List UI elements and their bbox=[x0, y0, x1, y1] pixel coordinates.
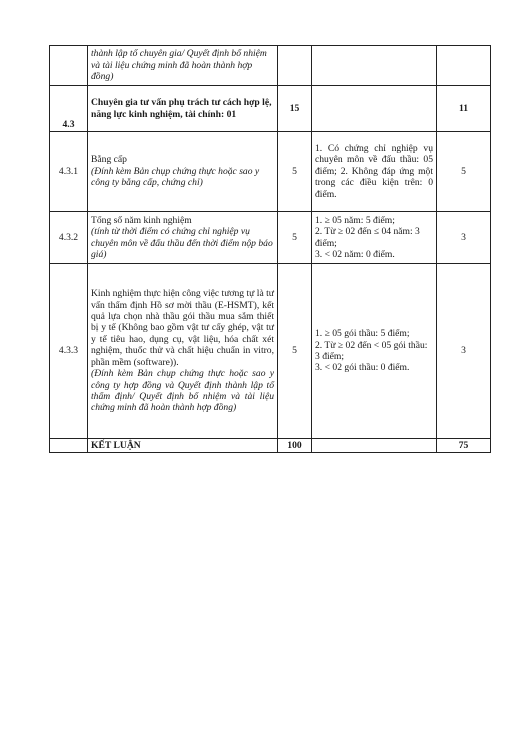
criteria-note: (Đính kèm Bản chụp chứng thực hoặc sao y công ty hợp đồng và Quyết định thành lập tổ thẩm định/ Quyết định bổ nhiệm và tài liệu chứng minh đã hoàn thành hợp đồng) bbox=[91, 368, 274, 414]
scoring-rule-line: 3. < 02 năm: 0 điểm. bbox=[315, 248, 395, 260]
criteria-title: Bằng cấp bbox=[91, 154, 127, 166]
max-score: 5 bbox=[278, 132, 312, 212]
evaluation-table bbox=[49, 45, 491, 453]
awarded-score: 11 bbox=[437, 86, 491, 132]
criteria-description bbox=[88, 46, 278, 86]
table-row bbox=[50, 439, 491, 453]
criteria-note: (Đính kèm Bản chụp chứng thực hoặc sao y công ty bằng cấp, chứng chỉ) bbox=[91, 165, 260, 189]
criteria-code bbox=[50, 439, 88, 453]
total-max-score: 100 bbox=[278, 439, 312, 453]
table-row bbox=[50, 212, 491, 264]
max-score: 5 bbox=[278, 264, 312, 439]
conclusion-label: KẾT LUẬN bbox=[88, 439, 278, 453]
criteria-code: 4.3.1 bbox=[50, 132, 88, 212]
scoring-rule-line: 1. ≥ 05 năm: 5 điểm; bbox=[315, 214, 395, 226]
criteria-code: 4.3.3 bbox=[50, 264, 88, 439]
awarded-score: 3 bbox=[437, 212, 491, 264]
table-row bbox=[50, 264, 491, 439]
criteria-code: 4.3.2 bbox=[50, 212, 88, 264]
scoring-rule-line: 2. Từ ≥ 02 đến < 05 gói thầu: 3 điểm; bbox=[315, 339, 428, 362]
scoring-rule-line: 2. Từ ≥ 02 đến ≤ 04 năm: 3 điểm; bbox=[315, 226, 420, 249]
max-score: 5 bbox=[278, 212, 312, 264]
total-awarded-score: 75 bbox=[437, 439, 491, 453]
criteria-title: Kinh nghiệm thực hiện công việc tương tự là tư vấn thẩm định Hồ sơ mời thầu (E-HSMT), kết quả lựa chọn nhà thầu gói thầu mua sắm thiết bị y tế (Không bao gồm vật tư cấy ghép, vật tư y tế tiêu hao, dụng cụ, vật liệu, hóa chất xét nghiệm, thuốc thử và chất hiệu chuẩn in vitro, phần mềm (software)). bbox=[91, 288, 274, 368]
criteria-code: 4.3 bbox=[50, 86, 88, 132]
awarded-score: 3 bbox=[437, 264, 491, 439]
criteria-description bbox=[88, 212, 278, 264]
criteria-title: Chuyên gia tư vấn phụ trách tư cách hợp lệ, năng lực kinh nghiệm, tài chính: 01 bbox=[88, 86, 278, 132]
criteria-title: Tổng số năm kinh nghiệm bbox=[91, 214, 192, 226]
max-score bbox=[278, 46, 312, 86]
criteria-note: thành lập tổ chuyên gia/ Quyết định bổ nhiệm và tài liệu chứng minh đã hoàn thành hợp đồng) bbox=[91, 48, 267, 83]
scoring-rule-line: 3. < 02 gói thầu: 0 điểm. bbox=[315, 362, 410, 374]
criteria-note: (tính từ thời điểm có chứng chỉ nghiệp vụ chuyên môn về đấu thầu đến thời điểm nộp báo giá) bbox=[91, 226, 273, 260]
table-row bbox=[50, 132, 491, 212]
awarded-score: 5 bbox=[437, 132, 491, 212]
criteria-description bbox=[88, 264, 278, 439]
scoring-rule bbox=[312, 212, 437, 264]
scoring-rule bbox=[312, 264, 437, 439]
table-row bbox=[50, 46, 491, 86]
scoring-rule-line: 1. ≥ 05 gói thầu: 5 điểm; bbox=[315, 328, 410, 340]
criteria-description bbox=[88, 132, 278, 212]
awarded-score bbox=[437, 46, 491, 86]
scoring-rule bbox=[312, 86, 437, 132]
scoring-rule: 1. Có chứng chỉ nghiệp vụ chuyên môn về đấu thầu: 05 điểm; 2. Không đáp ứng một trong các điều kiện trên: 0 điểm. bbox=[312, 132, 437, 212]
max-score: 15 bbox=[278, 86, 312, 132]
scoring-rule bbox=[312, 439, 437, 453]
table-row bbox=[50, 86, 491, 132]
criteria-code bbox=[50, 46, 88, 86]
scoring-rule bbox=[312, 46, 437, 86]
